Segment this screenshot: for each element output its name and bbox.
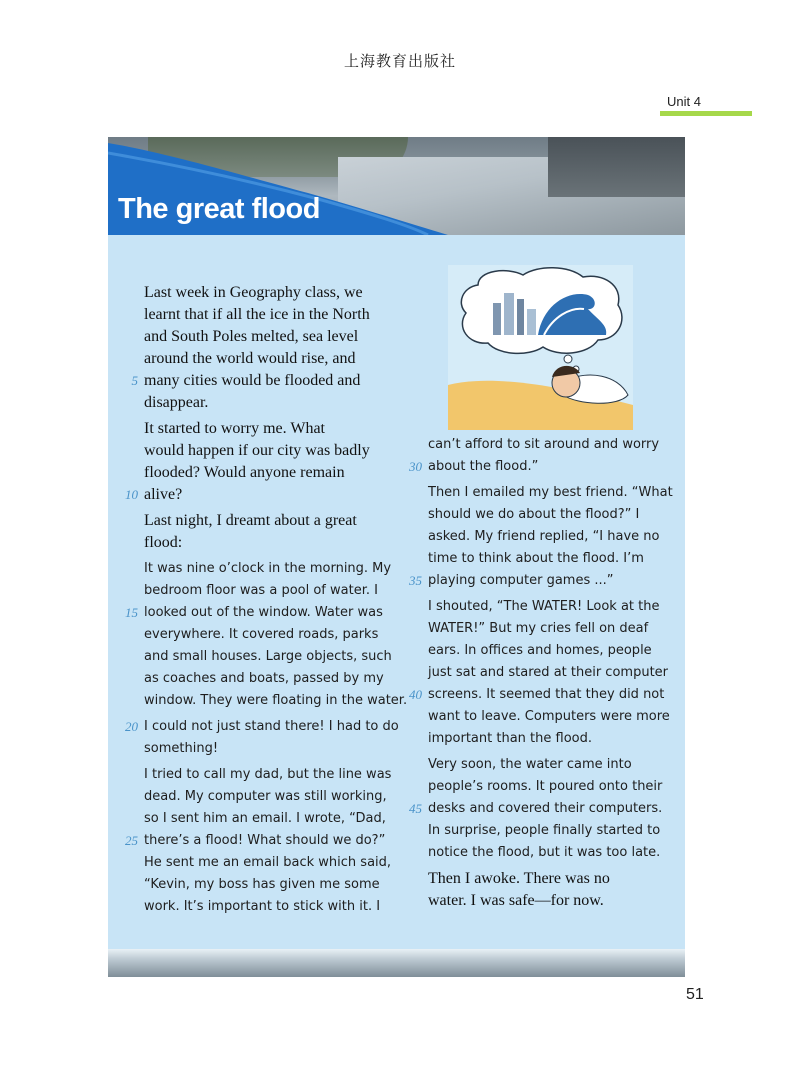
text-line (144, 808, 404, 830)
text-line (144, 624, 404, 646)
line-text: time to think about the flood. I’m (428, 551, 644, 566)
text-line (428, 706, 678, 728)
text-line (144, 418, 404, 440)
line-text: Then I emailed my best friend. “What (428, 485, 673, 500)
line-text: Last week in Geography class, we (144, 284, 363, 301)
text-line (428, 728, 678, 750)
line-text: can’t afford to sit around and worry (428, 437, 660, 452)
line-text: window. They were floating in the water. (144, 693, 408, 708)
line-number: 25 (125, 833, 138, 848)
paragraph (409, 754, 678, 864)
text-line (144, 764, 404, 786)
line-text: ears. In offices and homes, people (428, 643, 652, 658)
text-line (144, 326, 404, 348)
text-line (428, 596, 678, 618)
line-number: 40 (409, 687, 422, 702)
text-line (428, 526, 678, 548)
line-text: people’s rooms. It poured onto their (428, 779, 663, 794)
line-text: everywhere. It covered roads, parks (144, 627, 379, 642)
text-line (428, 776, 678, 798)
line-text: Last night, I dreamt about a great (144, 512, 357, 529)
text-line (144, 690, 408, 712)
line-text: alive? (144, 486, 183, 503)
text-line (144, 580, 404, 602)
text-line (144, 786, 404, 808)
text-line (428, 640, 678, 662)
text-line (428, 482, 678, 504)
line-text: Very soon, the water came into (428, 757, 632, 772)
text-line (131, 370, 404, 392)
line-text: Then I awoke. There was no (428, 870, 610, 887)
text-line (409, 798, 678, 820)
line-number: 20 (125, 719, 138, 734)
line-text: notice the flood, but it was too late. (428, 845, 661, 860)
line-text: just sat and stared at their computer (428, 665, 669, 680)
line-text: desks and covered their computers. (428, 801, 663, 816)
text-line (428, 548, 678, 570)
line-text: work. It’s important to stick with it. I (144, 899, 381, 914)
text-line (125, 830, 404, 852)
text-line (144, 282, 404, 304)
line-text: disappear. (144, 394, 209, 411)
line-text: would happen if our city was badly (144, 442, 370, 459)
line-text: I could not just stand there! I had to do (144, 719, 399, 734)
paragraph (409, 482, 678, 592)
line-text: I tried to call my dad, but the line was (144, 767, 392, 782)
text-line (428, 868, 678, 890)
line-text: I shouted, “The WATER! Look at the (428, 599, 660, 614)
line-text: flood: (144, 534, 183, 551)
line-text: looked out of the window. Water was (144, 605, 383, 620)
paragraph (428, 868, 678, 912)
publisher-heading: 上海教育出版社 (343, 52, 456, 70)
text-line (125, 602, 404, 624)
line-text: learnt that if all the ice in the North (144, 306, 370, 323)
line-text: dead. My computer was still working, (144, 789, 387, 804)
text-line (428, 504, 678, 526)
paragraph (125, 716, 404, 760)
line-text: should we do about the flood?” I (428, 507, 640, 522)
text-line (428, 890, 678, 912)
line-text: something! (144, 741, 219, 756)
line-text: screens. It seemed that they did not (428, 687, 665, 702)
line-number: 15 (125, 605, 138, 620)
text-line (144, 874, 404, 896)
text-line (428, 618, 678, 640)
line-text: flooded? Would anyone remain (144, 464, 345, 481)
text-line (428, 842, 678, 864)
line-text: about the flood.” (428, 459, 539, 474)
line-text: want to leave. Computers were more (428, 709, 670, 724)
paragraph (131, 282, 404, 414)
unit-label: Unit 4 (667, 94, 701, 109)
right-column (409, 434, 678, 916)
unit-accent-bar (660, 111, 752, 116)
text-line (144, 304, 404, 326)
text-line (409, 570, 678, 592)
line-text: and small houses. Large objects, such (144, 649, 392, 664)
line-text: important than the flood. (428, 731, 592, 746)
line-text: water. I was safe—for now. (428, 892, 604, 909)
line-text: He sent me an email back which said, (144, 855, 392, 870)
story-title: The great flood (118, 193, 320, 225)
text-line (144, 558, 404, 580)
text-line (428, 662, 678, 684)
line-text: there’s a flood! What should we do?” (144, 833, 386, 848)
text-line (144, 392, 404, 414)
paragraph (125, 558, 408, 712)
paragraph (409, 596, 678, 750)
line-text: In surprise, people finally started to (428, 823, 661, 838)
paragraph (125, 418, 404, 506)
text-line (428, 754, 678, 776)
text-line (144, 440, 404, 462)
text-line (125, 716, 404, 738)
page-number: 51 (686, 986, 704, 1003)
text-line (428, 820, 678, 842)
paragraph (125, 764, 404, 918)
text-line (144, 510, 404, 532)
footer-water-strip (108, 949, 685, 977)
text-line (144, 738, 404, 760)
text-line (144, 532, 404, 554)
line-text: bedroom floor was a pool of water. I (144, 583, 378, 598)
line-number: 5 (131, 373, 138, 388)
line-text: so I sent him an email. I wrote, “Dad, (144, 811, 386, 826)
line-text: asked. My friend replied, “I have no (428, 529, 660, 544)
text-line (428, 434, 678, 456)
text-line (144, 348, 404, 370)
line-number: 45 (409, 801, 422, 816)
dream-illustration (448, 265, 633, 430)
paragraph (409, 434, 678, 478)
text-line (144, 646, 404, 668)
line-text: and South Poles melted, sea level (144, 328, 359, 345)
line-text: It was nine o’clock in the morning. My (144, 561, 392, 576)
line-number: 10 (125, 487, 138, 502)
line-number: 35 (409, 573, 422, 588)
flood-banner-photo (108, 137, 685, 235)
text-line (125, 484, 404, 506)
text-line (409, 456, 678, 478)
line-text: many cities would be flooded and (144, 372, 361, 389)
text-line (144, 852, 404, 874)
line-text: playing computer games ...” (428, 573, 614, 588)
text-line (144, 668, 404, 690)
text-line (144, 462, 404, 484)
line-number: 30 (409, 459, 422, 474)
left-column (125, 282, 408, 922)
line-text: It started to worry me. What (144, 420, 325, 437)
text-line (144, 896, 404, 918)
paragraph (144, 510, 404, 554)
line-text: WATER!” But my cries fell on deaf (428, 621, 649, 636)
text-line (409, 684, 678, 706)
line-text: “Kevin, my boss has given me some (144, 877, 380, 892)
line-text: around the world would rise, and (144, 350, 356, 367)
line-text: as coaches and boats, passed by my (144, 671, 384, 686)
